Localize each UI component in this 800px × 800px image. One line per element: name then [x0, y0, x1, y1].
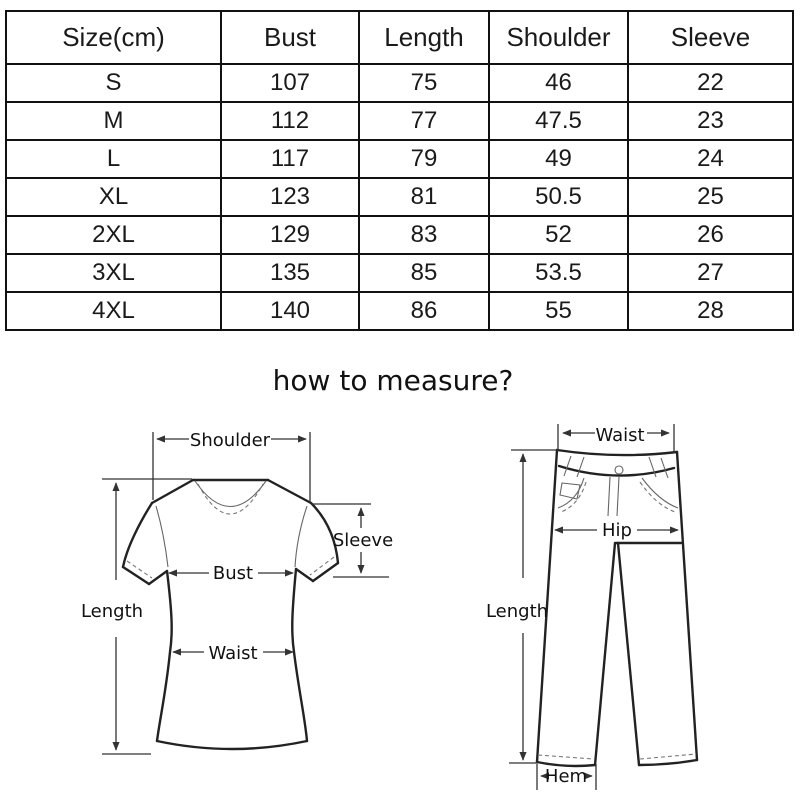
- cell-size: 2XL: [6, 216, 221, 254]
- cell-shoulder: 46: [489, 64, 628, 102]
- right-hem-stitch: [640, 754, 696, 759]
- collar-outer-line: [195, 481, 266, 507]
- tshirt-diagram: [81, 430, 393, 754]
- cell-sleeve: 25: [628, 178, 793, 216]
- tshirt-bust-measure: [169, 563, 293, 584]
- tshirt-sleeve-label: Sleeve: [332, 530, 394, 551]
- pants-hem-measure: [537, 764, 596, 790]
- pants-length-measure: [486, 450, 556, 763]
- cell-bust: 123: [221, 178, 359, 216]
- pants-waist-measure: [558, 424, 674, 453]
- tshirt-waist-measure: [173, 643, 293, 664]
- cell-bust: 129: [221, 216, 359, 254]
- cell-length: 81: [359, 178, 489, 216]
- cell-length: 79: [359, 140, 489, 178]
- tshirt-bust-label: Bust: [212, 563, 254, 584]
- tshirt-length-measure: [81, 479, 192, 754]
- right-sleeve-seam: [295, 506, 307, 567]
- table-row: [6, 64, 793, 102]
- cell-shoulder: 55: [489, 292, 628, 330]
- left-hem-stitch: [538, 755, 594, 759]
- table-header-row: [6, 11, 793, 64]
- cell-bust: 112: [221, 102, 359, 140]
- tshirt-waist-label: Waist: [208, 643, 258, 664]
- watch-pocket: [560, 483, 580, 499]
- cell-sleeve: 22: [628, 64, 793, 102]
- tshirt-outline: [123, 480, 338, 749]
- header-sleeve: Sleeve: [628, 11, 793, 64]
- section-title: how to measure?: [272, 364, 514, 397]
- pants-hem-label: Hem: [544, 766, 588, 787]
- cell-sleeve: 23: [628, 102, 793, 140]
- cell-sleeve: 24: [628, 140, 793, 178]
- cell-shoulder: 50.5: [489, 178, 628, 216]
- cell-size: M: [6, 102, 221, 140]
- cell-sleeve: 28: [628, 292, 793, 330]
- header-bust: Bust: [221, 11, 359, 64]
- table-row: [6, 102, 793, 140]
- waist-button: [615, 466, 623, 474]
- pants-diagram: [486, 424, 697, 790]
- right-pocket-stitch: [640, 482, 675, 512]
- cell-bust: 135: [221, 254, 359, 292]
- cell-length: 83: [359, 216, 489, 254]
- belt-loop-right: [649, 457, 668, 478]
- cell-bust: 140: [221, 292, 359, 330]
- cell-sleeve: 27: [628, 254, 793, 292]
- table-row: [6, 254, 793, 292]
- pants-waist-label: Waist: [595, 425, 645, 446]
- cell-bust: 117: [221, 140, 359, 178]
- pants-hip-label: Hip: [602, 520, 632, 541]
- size-chart-table: [5, 10, 794, 331]
- left-sleeve-seam: [156, 506, 168, 567]
- header-length: Length: [359, 11, 489, 64]
- cell-size: S: [6, 64, 221, 102]
- cell-bust: 107: [221, 64, 359, 102]
- pants-length-label: Length: [485, 601, 549, 622]
- cell-length: 75: [359, 64, 489, 102]
- cell-size: 3XL: [6, 254, 221, 292]
- header-size: Size(cm): [6, 11, 221, 64]
- tshirt-sleeve-measure: [311, 504, 393, 577]
- right-cuff-stitch: [310, 557, 334, 575]
- cell-length: 86: [359, 292, 489, 330]
- table-row: [6, 140, 793, 178]
- collar-inner-line: [198, 484, 263, 514]
- cell-size: 4XL: [6, 292, 221, 330]
- left-cuff-stitch: [127, 561, 152, 578]
- cell-size: XL: [6, 178, 221, 216]
- cell-shoulder: 53.5: [489, 254, 628, 292]
- cell-length: 85: [359, 254, 489, 292]
- cell-shoulder: 49: [489, 140, 628, 178]
- pants-outline: [537, 450, 697, 766]
- cell-shoulder: 52: [489, 216, 628, 254]
- cell-sleeve: 26: [628, 216, 793, 254]
- fly-line: [617, 477, 619, 516]
- fly-line: [608, 477, 610, 516]
- tshirt-shoulder-label: Shoulder: [189, 430, 271, 451]
- table-row: [6, 292, 793, 330]
- belt-loop-left: [564, 456, 584, 477]
- cell-size: L: [6, 140, 221, 178]
- measure-diagrams: [0, 410, 800, 800]
- tshirt-length-label: Length: [80, 601, 144, 622]
- cell-length: 77: [359, 102, 489, 140]
- cell-shoulder: 47.5: [489, 102, 628, 140]
- pants-hip-measure: [555, 520, 678, 541]
- table-row: [6, 216, 793, 254]
- header-shoulder: Shoulder: [489, 11, 628, 64]
- table-row: [6, 178, 793, 216]
